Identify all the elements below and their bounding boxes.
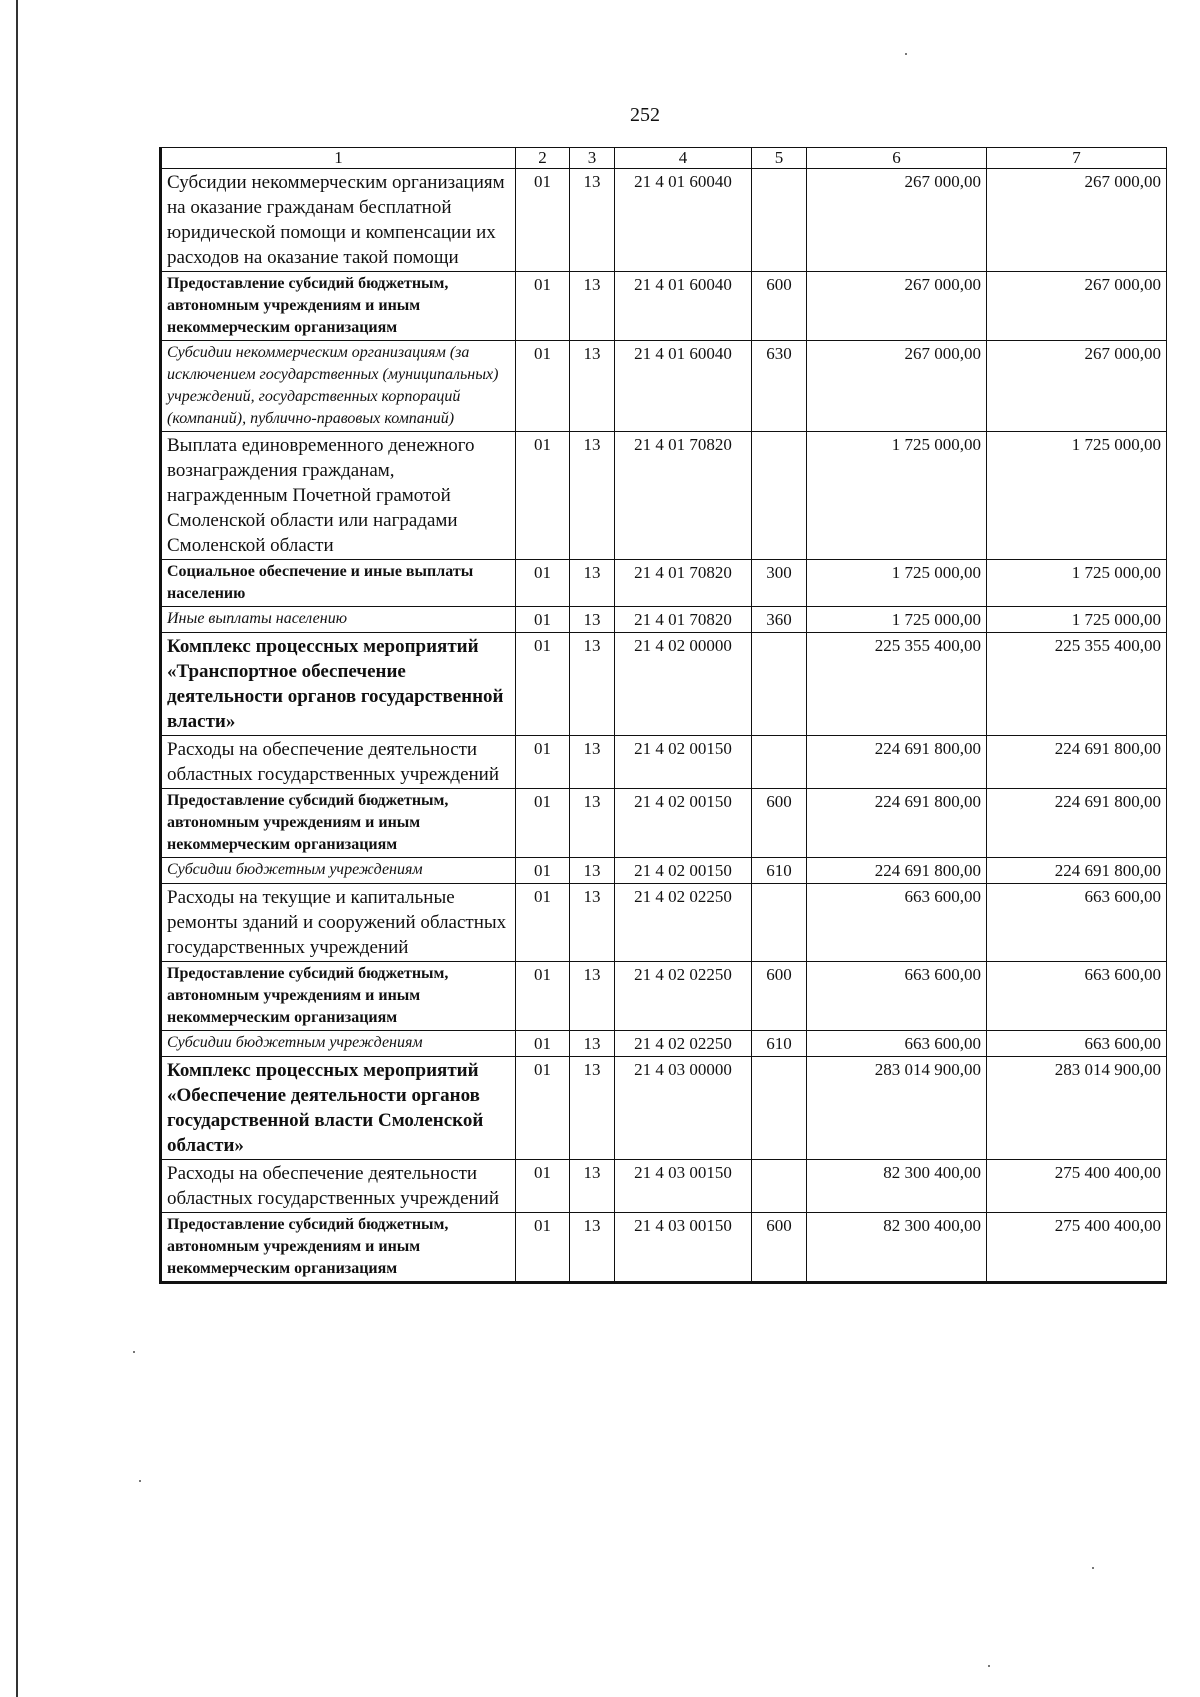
expense-type-cell: 600 [752,272,807,341]
amount-year2-cell: 1 725 000,00 [987,432,1167,560]
target-article-cell: 21 4 02 02250 [615,884,752,962]
amount-year2-cell: 225 355 400,00 [987,633,1167,736]
amount-year2-cell: 224 691 800,00 [987,736,1167,789]
row-name-cell: Субсидии некоммерческим организациям (за исключением государственных (муниципальных) учреждений, государственных корпораций (компаний), публично-правовых компаний) [161,341,516,432]
target-article-cell: 21 4 01 70820 [615,560,752,607]
amount-year1-cell: 224 691 800,00 [807,789,987,858]
amount-year2-cell: 267 000,00 [987,169,1167,272]
column-header: 1 [161,148,516,169]
expense-type-cell [752,1160,807,1213]
subsection-code-cell: 13 [570,272,615,341]
table-row [161,169,1167,272]
expense-type-cell [752,169,807,272]
section-code-cell: 01 [516,858,570,884]
amount-year1-cell: 1 725 000,00 [807,560,987,607]
subsection-code-cell: 13 [570,1160,615,1213]
section-code-cell: 01 [516,1160,570,1213]
amount-year2-cell: 267 000,00 [987,341,1167,432]
row-name-cell: Расходы на обеспечение деятельности областных государственных учреждений [161,1160,516,1213]
section-code-cell: 01 [516,1057,570,1160]
amount-year1-cell: 82 300 400,00 [807,1213,987,1283]
section-code-cell: 01 [516,1213,570,1283]
row-name-cell: Иные выплаты населению [161,607,516,633]
subsection-code-cell: 13 [570,1031,615,1057]
section-code-cell: 01 [516,789,570,858]
column-header: 2 [516,148,570,169]
amount-year1-cell: 267 000,00 [807,169,987,272]
target-article-cell: 21 4 02 00150 [615,789,752,858]
section-code-cell: 01 [516,607,570,633]
amount-year1-cell: 663 600,00 [807,962,987,1031]
expense-type-cell: 600 [752,1213,807,1283]
table-row [161,736,1167,789]
section-code-cell: 01 [516,736,570,789]
subsection-code-cell: 13 [570,432,615,560]
expense-type-cell: 630 [752,341,807,432]
scan-speck [988,1665,990,1667]
expense-type-cell: 610 [752,858,807,884]
section-code-cell: 01 [516,884,570,962]
subsection-code-cell: 13 [570,341,615,432]
amount-year2-cell: 663 600,00 [987,884,1167,962]
amount-year2-cell: 663 600,00 [987,962,1167,1031]
amount-year1-cell: 663 600,00 [807,884,987,962]
amount-year1-cell: 1 725 000,00 [807,607,987,633]
amount-year2-cell: 1 725 000,00 [987,607,1167,633]
scan-speck [905,53,907,55]
amount-year2-cell: 275 400 400,00 [987,1160,1167,1213]
expense-type-cell: 300 [752,560,807,607]
section-code-cell: 01 [516,633,570,736]
subsection-code-cell: 13 [570,884,615,962]
amount-year2-cell: 1 725 000,00 [987,560,1167,607]
table-row [161,789,1167,858]
subsection-code-cell: 13 [570,633,615,736]
table-header-row [161,148,1167,169]
scan-speck [133,1351,135,1353]
table-row [161,962,1167,1031]
expense-type-cell: 600 [752,962,807,1031]
table-row [161,341,1167,432]
target-article-cell: 21 4 02 00000 [615,633,752,736]
expense-type-cell: 360 [752,607,807,633]
table-row [161,432,1167,560]
column-header: 7 [987,148,1167,169]
amount-year1-cell: 267 000,00 [807,272,987,341]
section-code-cell: 01 [516,272,570,341]
table-row [161,272,1167,341]
subsection-code-cell: 13 [570,858,615,884]
subsection-code-cell: 13 [570,607,615,633]
section-code-cell: 01 [516,341,570,432]
amount-year1-cell: 663 600,00 [807,1031,987,1057]
target-article-cell: 21 4 02 02250 [615,962,752,1031]
row-name-cell: Предоставление субсидий бюджетным, автономным учреждениям и иным некоммерческим организациям [161,272,516,341]
target-article-cell: 21 4 01 60040 [615,341,752,432]
row-name-cell: Выплата единовременного денежного вознаграждения гражданам, награжденным Почетной грамотой Смоленской области или наградами Смоленской области [161,432,516,560]
expense-type-cell [752,736,807,789]
section-code-cell: 01 [516,1031,570,1057]
table-row [161,1160,1167,1213]
expense-type-cell [752,633,807,736]
amount-year2-cell: 224 691 800,00 [987,858,1167,884]
target-article-cell: 21 4 03 00000 [615,1057,752,1160]
row-name-cell: Комплекс процессных мероприятий «Обеспечение деятельности органов государственной власти Смоленской области» [161,1057,516,1160]
table-body [161,169,1167,1283]
amount-year2-cell: 267 000,00 [987,272,1167,341]
section-code-cell: 01 [516,962,570,1031]
row-name-cell: Предоставление субсидий бюджетным, автономным учреждениям и иным некоммерческим организациям [161,962,516,1031]
target-article-cell: 21 4 01 60040 [615,169,752,272]
section-code-cell: 01 [516,169,570,272]
expense-type-cell: 600 [752,789,807,858]
subsection-code-cell: 13 [570,169,615,272]
scan-edge-line [16,0,18,1697]
row-name-cell: Расходы на текущие и капитальные ремонты зданий и сооружений областных государственных учреждений [161,884,516,962]
target-article-cell: 21 4 02 02250 [615,1031,752,1057]
target-article-cell: 21 4 02 00150 [615,858,752,884]
expense-type-cell: 610 [752,1031,807,1057]
table-row [161,1057,1167,1160]
target-article-cell: 21 4 03 00150 [615,1160,752,1213]
row-name-cell: Комплекс процессных мероприятий «Транспортное обеспечение деятельности органов государственной власти» [161,633,516,736]
page-number: 252 [630,104,660,126]
row-name-cell: Предоставление субсидий бюджетным, автономным учреждениям и иным некоммерческим организациям [161,1213,516,1283]
amount-year2-cell: 663 600,00 [987,1031,1167,1057]
amount-year1-cell: 267 000,00 [807,341,987,432]
subsection-code-cell: 13 [570,736,615,789]
subsection-code-cell: 13 [570,560,615,607]
scan-speck [1092,1567,1094,1569]
row-name-cell: Субсидии бюджетным учреждениям [161,1031,516,1057]
table-row [161,1213,1167,1283]
amount-year2-cell: 224 691 800,00 [987,789,1167,858]
column-header: 4 [615,148,752,169]
row-name-cell: Предоставление субсидий бюджетным, автономным учреждениям и иным некоммерческим организациям [161,789,516,858]
target-article-cell: 21 4 01 70820 [615,432,752,560]
amount-year1-cell: 224 691 800,00 [807,858,987,884]
subsection-code-cell: 13 [570,1213,615,1283]
amount-year1-cell: 82 300 400,00 [807,1160,987,1213]
scan-speck [139,1480,141,1482]
amount-year2-cell: 275 400 400,00 [987,1213,1167,1283]
column-header: 6 [807,148,987,169]
amount-year2-cell: 283 014 900,00 [987,1057,1167,1160]
row-name-cell: Субсидии некоммерческим организациям на оказание гражданам бесплатной юридической помощи и компенсации их расходов на оказание такой помощи [161,169,516,272]
amount-year1-cell: 283 014 900,00 [807,1057,987,1160]
target-article-cell: 21 4 01 70820 [615,607,752,633]
table-row [161,1031,1167,1057]
table-row [161,858,1167,884]
row-name-cell: Расходы на обеспечение деятельности областных государственных учреждений [161,736,516,789]
section-code-cell: 01 [516,432,570,560]
column-header: 3 [570,148,615,169]
amount-year1-cell: 225 355 400,00 [807,633,987,736]
row-name-cell: Социальное обеспечение и иные выплаты населению [161,560,516,607]
budget-table [159,147,1167,1284]
subsection-code-cell: 13 [570,789,615,858]
table-row [161,884,1167,962]
row-name-cell: Субсидии бюджетным учреждениям [161,858,516,884]
target-article-cell: 21 4 01 60040 [615,272,752,341]
subsection-code-cell: 13 [570,1057,615,1160]
amount-year1-cell: 1 725 000,00 [807,432,987,560]
target-article-cell: 21 4 03 00150 [615,1213,752,1283]
table-row [161,560,1167,607]
subsection-code-cell: 13 [570,962,615,1031]
column-header: 5 [752,148,807,169]
amount-year1-cell: 224 691 800,00 [807,736,987,789]
section-code-cell: 01 [516,560,570,607]
expense-type-cell [752,432,807,560]
expense-type-cell [752,884,807,962]
target-article-cell: 21 4 02 00150 [615,736,752,789]
table-row [161,607,1167,633]
expense-type-cell [752,1057,807,1160]
table-row [161,633,1167,736]
